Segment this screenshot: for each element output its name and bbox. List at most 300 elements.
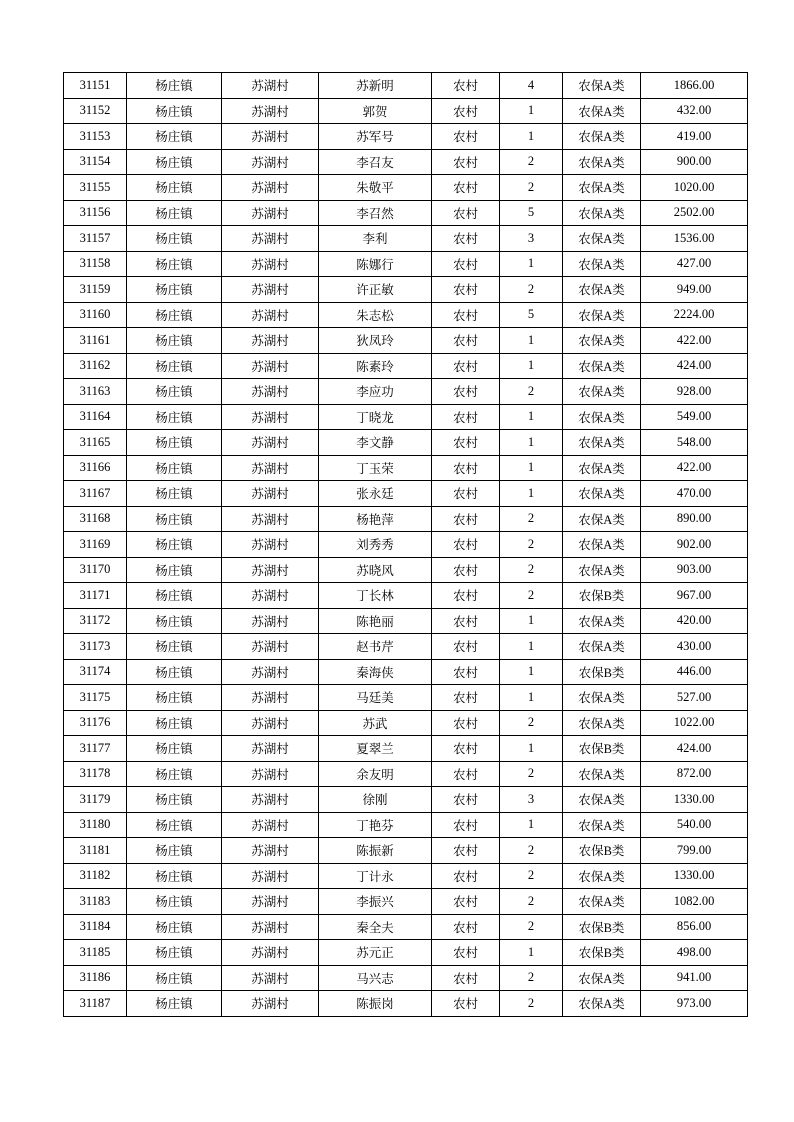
cell-count: 2 (500, 557, 563, 583)
cell-town: 杨庄镇 (127, 787, 222, 813)
cell-count: 2 (500, 710, 563, 736)
cell-type: 农村 (432, 404, 500, 430)
cell-type: 农村 (432, 710, 500, 736)
cell-type: 农村 (432, 736, 500, 762)
cell-count: 2 (500, 914, 563, 940)
cell-village: 苏湖村 (222, 506, 319, 532)
cell-amount: 422.00 (641, 328, 748, 354)
cell-count: 2 (500, 761, 563, 787)
table-row (64, 761, 748, 787)
cell-town: 杨庄镇 (127, 991, 222, 1017)
cell-id: 31151 (64, 73, 127, 99)
cell-town: 杨庄镇 (127, 277, 222, 303)
table-row (64, 863, 748, 889)
cell-town: 杨庄镇 (127, 98, 222, 124)
cell-category: 农保A类 (563, 965, 641, 991)
cell-name: 陈娜行 (319, 251, 432, 277)
table-row (64, 175, 748, 201)
cell-village: 苏湖村 (222, 226, 319, 252)
cell-count: 1 (500, 634, 563, 660)
cell-category: 农保B类 (563, 583, 641, 609)
cell-village: 苏湖村 (222, 251, 319, 277)
cell-category: 农保A类 (563, 812, 641, 838)
cell-name: 陈振岗 (319, 991, 432, 1017)
cell-town: 杨庄镇 (127, 583, 222, 609)
cell-name: 张永廷 (319, 481, 432, 507)
cell-town: 杨庄镇 (127, 379, 222, 405)
cell-count: 1 (500, 659, 563, 685)
cell-type: 农村 (432, 991, 500, 1017)
cell-name: 李振兴 (319, 889, 432, 915)
cell-amount: 540.00 (641, 812, 748, 838)
cell-count: 1 (500, 736, 563, 762)
cell-category: 农保B类 (563, 736, 641, 762)
table-row (64, 124, 748, 150)
cell-amount: 1022.00 (641, 710, 748, 736)
cell-category: 农保A类 (563, 200, 641, 226)
cell-type: 农村 (432, 149, 500, 175)
cell-name: 李召友 (319, 149, 432, 175)
cell-town: 杨庄镇 (127, 251, 222, 277)
table-body (64, 73, 748, 1017)
cell-amount: 422.00 (641, 455, 748, 481)
cell-count: 2 (500, 277, 563, 303)
cell-village: 苏湖村 (222, 583, 319, 609)
cell-type: 农村 (432, 124, 500, 150)
cell-village: 苏湖村 (222, 838, 319, 864)
cell-town: 杨庄镇 (127, 175, 222, 201)
cell-name: 丁长林 (319, 583, 432, 609)
cell-type: 农村 (432, 940, 500, 966)
cell-town: 杨庄镇 (127, 634, 222, 660)
cell-category: 农保A类 (563, 761, 641, 787)
cell-category: 农保A类 (563, 532, 641, 558)
cell-count: 1 (500, 353, 563, 379)
cell-category: 农保A类 (563, 481, 641, 507)
cell-id: 31171 (64, 583, 127, 609)
table-row (64, 634, 748, 660)
cell-category: 农保A类 (563, 73, 641, 99)
cell-type: 农村 (432, 455, 500, 481)
cell-type: 农村 (432, 175, 500, 201)
cell-town: 杨庄镇 (127, 302, 222, 328)
cell-category: 农保A类 (563, 787, 641, 813)
cell-type: 农村 (432, 608, 500, 634)
cell-category: 农保A类 (563, 506, 641, 532)
cell-category: 农保A类 (563, 98, 641, 124)
cell-id: 31180 (64, 812, 127, 838)
cell-id: 31178 (64, 761, 127, 787)
cell-type: 农村 (432, 481, 500, 507)
cell-amount: 527.00 (641, 685, 748, 711)
cell-count: 1 (500, 251, 563, 277)
cell-amount: 420.00 (641, 608, 748, 634)
cell-type: 农村 (432, 379, 500, 405)
cell-count: 1 (500, 124, 563, 150)
cell-village: 苏湖村 (222, 863, 319, 889)
cell-category: 农保B类 (563, 838, 641, 864)
cell-count: 2 (500, 149, 563, 175)
cell-town: 杨庄镇 (127, 914, 222, 940)
cell-amount: 432.00 (641, 98, 748, 124)
cell-id: 31186 (64, 965, 127, 991)
cell-name: 苏武 (319, 710, 432, 736)
table-row (64, 736, 748, 762)
table-row (64, 481, 748, 507)
table-row (64, 685, 748, 711)
cell-count: 2 (500, 379, 563, 405)
cell-town: 杨庄镇 (127, 200, 222, 226)
cell-category: 农保A类 (563, 149, 641, 175)
cell-count: 1 (500, 98, 563, 124)
cell-village: 苏湖村 (222, 914, 319, 940)
cell-category: 农保A类 (563, 710, 641, 736)
table-row (64, 812, 748, 838)
cell-village: 苏湖村 (222, 455, 319, 481)
table-row (64, 404, 748, 430)
cell-village: 苏湖村 (222, 404, 319, 430)
cell-name: 苏晓风 (319, 557, 432, 583)
cell-id: 31170 (64, 557, 127, 583)
cell-village: 苏湖村 (222, 889, 319, 915)
cell-id: 31159 (64, 277, 127, 303)
cell-amount: 470.00 (641, 481, 748, 507)
cell-name: 丁艳芬 (319, 812, 432, 838)
cell-count: 1 (500, 430, 563, 456)
cell-category: 农保A类 (563, 226, 641, 252)
cell-category: 农保A类 (563, 328, 641, 354)
cell-type: 农村 (432, 302, 500, 328)
cell-type: 农村 (432, 965, 500, 991)
cell-type: 农村 (432, 634, 500, 660)
cell-id: 31169 (64, 532, 127, 558)
cell-name: 李文静 (319, 430, 432, 456)
cell-id: 31160 (64, 302, 127, 328)
cell-category: 农保A类 (563, 302, 641, 328)
cell-village: 苏湖村 (222, 124, 319, 150)
cell-count: 2 (500, 532, 563, 558)
cell-name: 苏军号 (319, 124, 432, 150)
table-row (64, 557, 748, 583)
cell-category: 农保A类 (563, 353, 641, 379)
cell-town: 杨庄镇 (127, 965, 222, 991)
cell-name: 苏新明 (319, 73, 432, 99)
cell-town: 杨庄镇 (127, 710, 222, 736)
cell-town: 杨庄镇 (127, 761, 222, 787)
cell-type: 农村 (432, 812, 500, 838)
cell-category: 农保A类 (563, 251, 641, 277)
cell-name: 朱敬平 (319, 175, 432, 201)
table-row (64, 583, 748, 609)
cell-count: 5 (500, 302, 563, 328)
cell-id: 31153 (64, 124, 127, 150)
cell-amount: 446.00 (641, 659, 748, 685)
cell-name: 陈艳丽 (319, 608, 432, 634)
cell-amount: 427.00 (641, 251, 748, 277)
cell-amount: 1020.00 (641, 175, 748, 201)
cell-amount: 430.00 (641, 634, 748, 660)
cell-id: 31162 (64, 353, 127, 379)
cell-id: 31176 (64, 710, 127, 736)
cell-amount: 903.00 (641, 557, 748, 583)
cell-name: 郭贺 (319, 98, 432, 124)
cell-count: 2 (500, 175, 563, 201)
table-row (64, 98, 748, 124)
table-row (64, 991, 748, 1017)
cell-id: 31155 (64, 175, 127, 201)
cell-id: 31175 (64, 685, 127, 711)
cell-town: 杨庄镇 (127, 506, 222, 532)
cell-amount: 1082.00 (641, 889, 748, 915)
table-row (64, 353, 748, 379)
cell-type: 农村 (432, 328, 500, 354)
table-row (64, 379, 748, 405)
cell-id: 31164 (64, 404, 127, 430)
cell-amount: 900.00 (641, 149, 748, 175)
cell-category: 农保A类 (563, 455, 641, 481)
cell-type: 农村 (432, 506, 500, 532)
cell-town: 杨庄镇 (127, 532, 222, 558)
cell-town: 杨庄镇 (127, 455, 222, 481)
cell-type: 农村 (432, 200, 500, 226)
cell-category: 农保B类 (563, 914, 641, 940)
cell-town: 杨庄镇 (127, 736, 222, 762)
table-row (64, 226, 748, 252)
cell-type: 农村 (432, 659, 500, 685)
cell-amount: 424.00 (641, 353, 748, 379)
table-row (64, 608, 748, 634)
cell-category: 农保A类 (563, 557, 641, 583)
cell-category: 农保A类 (563, 379, 641, 405)
table-row (64, 200, 748, 226)
cell-id: 31161 (64, 328, 127, 354)
cell-village: 苏湖村 (222, 302, 319, 328)
cell-category: 农保A类 (563, 277, 641, 303)
cell-category: 农保A类 (563, 175, 641, 201)
cell-category: 农保A类 (563, 124, 641, 150)
cell-amount: 1330.00 (641, 787, 748, 813)
cell-name: 秦全夫 (319, 914, 432, 940)
cell-village: 苏湖村 (222, 761, 319, 787)
cell-category: 农保A类 (563, 608, 641, 634)
cell-type: 农村 (432, 251, 500, 277)
cell-village: 苏湖村 (222, 787, 319, 813)
cell-amount: 2502.00 (641, 200, 748, 226)
cell-id: 31179 (64, 787, 127, 813)
cell-type: 农村 (432, 532, 500, 558)
table-row (64, 889, 748, 915)
cell-village: 苏湖村 (222, 659, 319, 685)
cell-town: 杨庄镇 (127, 659, 222, 685)
cell-id: 31163 (64, 379, 127, 405)
cell-name: 秦海侠 (319, 659, 432, 685)
cell-name: 马廷美 (319, 685, 432, 711)
cell-town: 杨庄镇 (127, 430, 222, 456)
cell-count: 1 (500, 328, 563, 354)
cell-amount: 799.00 (641, 838, 748, 864)
cell-village: 苏湖村 (222, 175, 319, 201)
cell-name: 刘秀秀 (319, 532, 432, 558)
cell-village: 苏湖村 (222, 277, 319, 303)
cell-town: 杨庄镇 (127, 404, 222, 430)
cell-town: 杨庄镇 (127, 838, 222, 864)
cell-count: 2 (500, 965, 563, 991)
cell-id: 31172 (64, 608, 127, 634)
cell-village: 苏湖村 (222, 812, 319, 838)
cell-type: 农村 (432, 430, 500, 456)
cell-id: 31168 (64, 506, 127, 532)
cell-town: 杨庄镇 (127, 863, 222, 889)
cell-count: 2 (500, 991, 563, 1017)
cell-type: 农村 (432, 914, 500, 940)
cell-amount: 419.00 (641, 124, 748, 150)
cell-id: 31183 (64, 889, 127, 915)
cell-amount: 941.00 (641, 965, 748, 991)
cell-town: 杨庄镇 (127, 812, 222, 838)
cell-amount: 548.00 (641, 430, 748, 456)
cell-amount: 498.00 (641, 940, 748, 966)
cell-amount: 967.00 (641, 583, 748, 609)
cell-type: 农村 (432, 863, 500, 889)
cell-id: 31184 (64, 914, 127, 940)
cell-id: 31152 (64, 98, 127, 124)
cell-amount: 549.00 (641, 404, 748, 430)
cell-count: 4 (500, 73, 563, 99)
cell-count: 2 (500, 889, 563, 915)
cell-category: 农保A类 (563, 430, 641, 456)
cell-amount: 2224.00 (641, 302, 748, 328)
cell-village: 苏湖村 (222, 73, 319, 99)
cell-type: 农村 (432, 277, 500, 303)
cell-name: 夏翠兰 (319, 736, 432, 762)
cell-name: 李应功 (319, 379, 432, 405)
cell-amount: 973.00 (641, 991, 748, 1017)
cell-type: 农村 (432, 583, 500, 609)
cell-name: 李召然 (319, 200, 432, 226)
cell-name: 马兴志 (319, 965, 432, 991)
cell-name: 丁晓龙 (319, 404, 432, 430)
cell-count: 1 (500, 455, 563, 481)
cell-amount: 424.00 (641, 736, 748, 762)
cell-village: 苏湖村 (222, 557, 319, 583)
cell-count: 2 (500, 838, 563, 864)
cell-count: 1 (500, 940, 563, 966)
cell-village: 苏湖村 (222, 149, 319, 175)
cell-town: 杨庄镇 (127, 226, 222, 252)
table-row (64, 455, 748, 481)
cell-id: 31185 (64, 940, 127, 966)
cell-count: 5 (500, 200, 563, 226)
cell-id: 31154 (64, 149, 127, 175)
cell-category: 农保A类 (563, 404, 641, 430)
cell-name: 杨艳萍 (319, 506, 432, 532)
cell-category: 农保A类 (563, 863, 641, 889)
cell-village: 苏湖村 (222, 991, 319, 1017)
cell-town: 杨庄镇 (127, 685, 222, 711)
table-row (64, 710, 748, 736)
cell-name: 狄凤玲 (319, 328, 432, 354)
cell-amount: 890.00 (641, 506, 748, 532)
table-row (64, 73, 748, 99)
cell-amount: 1536.00 (641, 226, 748, 252)
cell-name: 余友明 (319, 761, 432, 787)
cell-village: 苏湖村 (222, 532, 319, 558)
cell-id: 31182 (64, 863, 127, 889)
cell-amount: 856.00 (641, 914, 748, 940)
cell-category: 农保A类 (563, 991, 641, 1017)
cell-count: 2 (500, 506, 563, 532)
cell-village: 苏湖村 (222, 965, 319, 991)
cell-category: 农保A类 (563, 685, 641, 711)
cell-name: 丁玉荣 (319, 455, 432, 481)
cell-town: 杨庄镇 (127, 328, 222, 354)
cell-amount: 902.00 (641, 532, 748, 558)
cell-town: 杨庄镇 (127, 149, 222, 175)
cell-village: 苏湖村 (222, 736, 319, 762)
cell-count: 1 (500, 685, 563, 711)
table-row (64, 328, 748, 354)
cell-type: 农村 (432, 98, 500, 124)
cell-amount: 1330.00 (641, 863, 748, 889)
cell-id: 31181 (64, 838, 127, 864)
cell-name: 苏元正 (319, 940, 432, 966)
cell-village: 苏湖村 (222, 940, 319, 966)
cell-village: 苏湖村 (222, 328, 319, 354)
cell-count: 3 (500, 787, 563, 813)
cell-category: 农保B类 (563, 659, 641, 685)
cell-id: 31187 (64, 991, 127, 1017)
cell-amount: 949.00 (641, 277, 748, 303)
cell-town: 杨庄镇 (127, 353, 222, 379)
cell-amount: 872.00 (641, 761, 748, 787)
table-row (64, 430, 748, 456)
cell-village: 苏湖村 (222, 430, 319, 456)
table-row (64, 787, 748, 813)
cell-amount: 928.00 (641, 379, 748, 405)
table-row (64, 965, 748, 991)
cell-town: 杨庄镇 (127, 73, 222, 99)
cell-type: 农村 (432, 226, 500, 252)
cell-type: 农村 (432, 73, 500, 99)
cell-id: 31158 (64, 251, 127, 277)
cell-village: 苏湖村 (222, 608, 319, 634)
cell-village: 苏湖村 (222, 379, 319, 405)
cell-id: 31166 (64, 455, 127, 481)
cell-village: 苏湖村 (222, 200, 319, 226)
cell-amount: 1866.00 (641, 73, 748, 99)
cell-name: 徐刚 (319, 787, 432, 813)
cell-village: 苏湖村 (222, 685, 319, 711)
cell-id: 31167 (64, 481, 127, 507)
cell-id: 31156 (64, 200, 127, 226)
cell-name: 朱志松 (319, 302, 432, 328)
table-row (64, 251, 748, 277)
cell-id: 31174 (64, 659, 127, 685)
cell-town: 杨庄镇 (127, 557, 222, 583)
cell-town: 杨庄镇 (127, 940, 222, 966)
table-row (64, 149, 748, 175)
records-table (63, 72, 748, 1017)
cell-count: 1 (500, 404, 563, 430)
cell-name: 陈振新 (319, 838, 432, 864)
cell-id: 31177 (64, 736, 127, 762)
cell-id: 31157 (64, 226, 127, 252)
cell-village: 苏湖村 (222, 634, 319, 660)
cell-town: 杨庄镇 (127, 481, 222, 507)
cell-type: 农村 (432, 787, 500, 813)
cell-type: 农村 (432, 761, 500, 787)
cell-type: 农村 (432, 353, 500, 379)
